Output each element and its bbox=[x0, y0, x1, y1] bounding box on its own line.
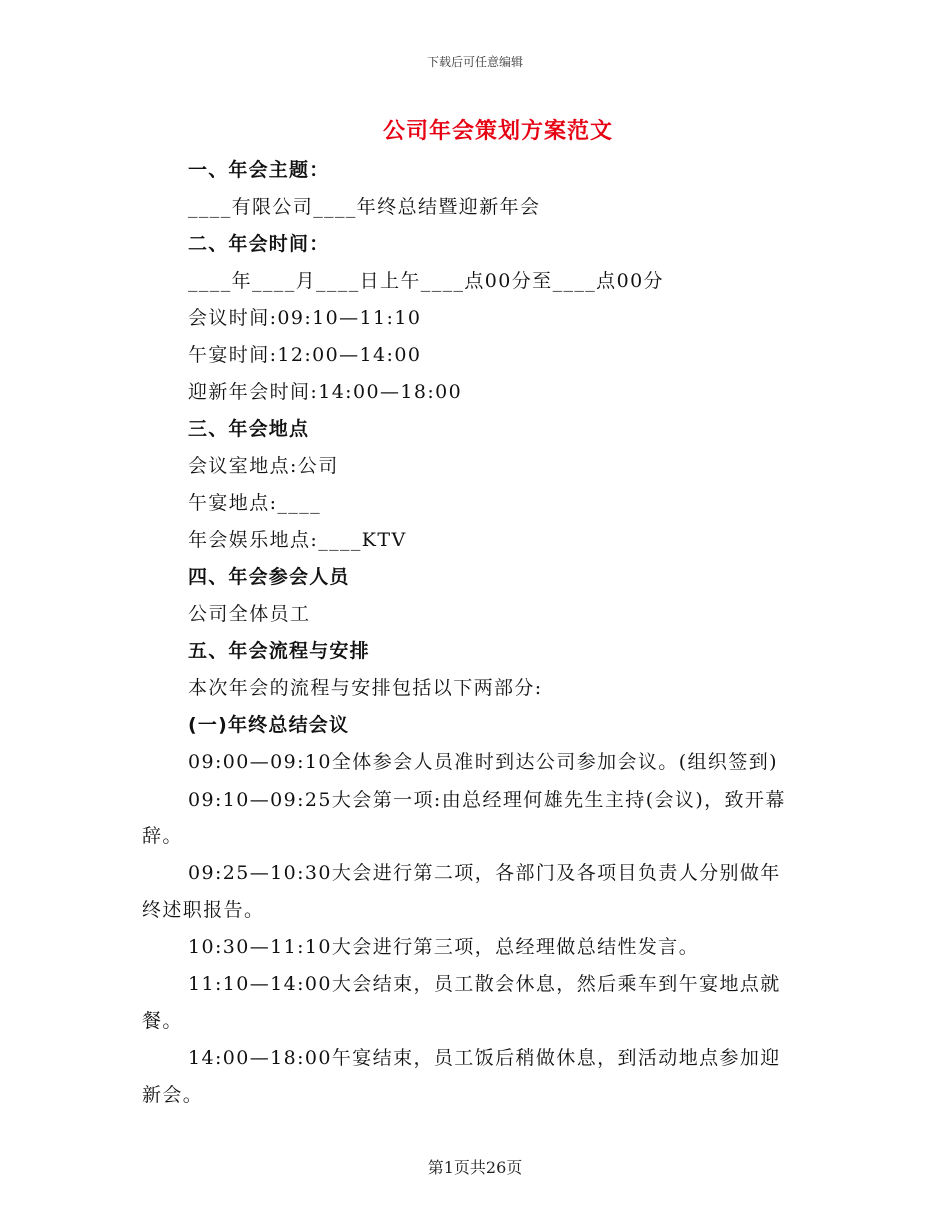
attendees-text: 公司全体员工 bbox=[188, 603, 311, 625]
lunch-time: 午宴时间:12:00—14:00 bbox=[188, 344, 422, 366]
section-heading-location: 三、年会地点 bbox=[188, 418, 310, 440]
agenda-intro: 本次年会的流程与安排包括以下两部分: bbox=[188, 677, 543, 699]
theme-text: ____有限公司____年终总结暨迎新年会 bbox=[188, 196, 541, 218]
date-line: ____年____月____日上午____点00分至____点00分 bbox=[188, 270, 664, 292]
header-note: 下载后可任意编辑 bbox=[426, 55, 523, 69]
agenda-item-5: 11:10—14:00大会结束，员工散会休息，然后乘车到午宴地点就 bbox=[188, 973, 781, 995]
agenda-item-1: 09:00—09:10全体参会人员准时到达公司参加会议。(组织签到) bbox=[188, 751, 778, 773]
agenda-item-3-continued: 终述职报告。 bbox=[142, 899, 265, 921]
agenda-item-5-continued: 餐。 bbox=[142, 1010, 183, 1032]
lunch-location: 午宴地点:____ bbox=[188, 492, 322, 514]
agenda-item-2-continued: 辞。 bbox=[142, 825, 183, 847]
agenda-item-6-continued: 新会。 bbox=[142, 1084, 204, 1106]
subsection-heading-summary-meeting: (一)年终总结会议 bbox=[188, 714, 350, 736]
section-heading-theme: 一、年会主题： bbox=[188, 159, 330, 181]
agenda-item-2: 09:10—09:25大会第一项:由总经理何雄先生主持(会议)，致开幕 bbox=[188, 789, 786, 811]
agenda-item-4: 10:30—11:10大会进行第三项，总经理做总结性发言。 bbox=[188, 936, 700, 958]
section-heading-attendees: 四、年会参会人员 bbox=[188, 566, 350, 588]
document-title: 公司年会策划方案范文 bbox=[382, 118, 613, 144]
agenda-item-3: 09:25—10:30大会进行第二项，各部门及各项目负责人分别做年 bbox=[188, 862, 781, 884]
party-time: 迎新年会时间:14:00—18:00 bbox=[188, 381, 463, 403]
section-heading-agenda: 五、年会流程与安排 bbox=[188, 640, 370, 662]
section-heading-time: 二、年会时间： bbox=[188, 233, 330, 255]
agenda-item-6: 14:00—18:00午宴结束，员工饭后稍做休息，到活动地点参加迎 bbox=[188, 1047, 781, 1069]
page-number: 第1页共26页 bbox=[427, 1158, 523, 1177]
meeting-location: 会议室地点:公司 bbox=[188, 455, 339, 477]
entertainment-location: 年会娱乐地点:____KTV bbox=[188, 529, 407, 551]
meeting-time: 会议时间:09:10—11:10 bbox=[188, 307, 422, 329]
